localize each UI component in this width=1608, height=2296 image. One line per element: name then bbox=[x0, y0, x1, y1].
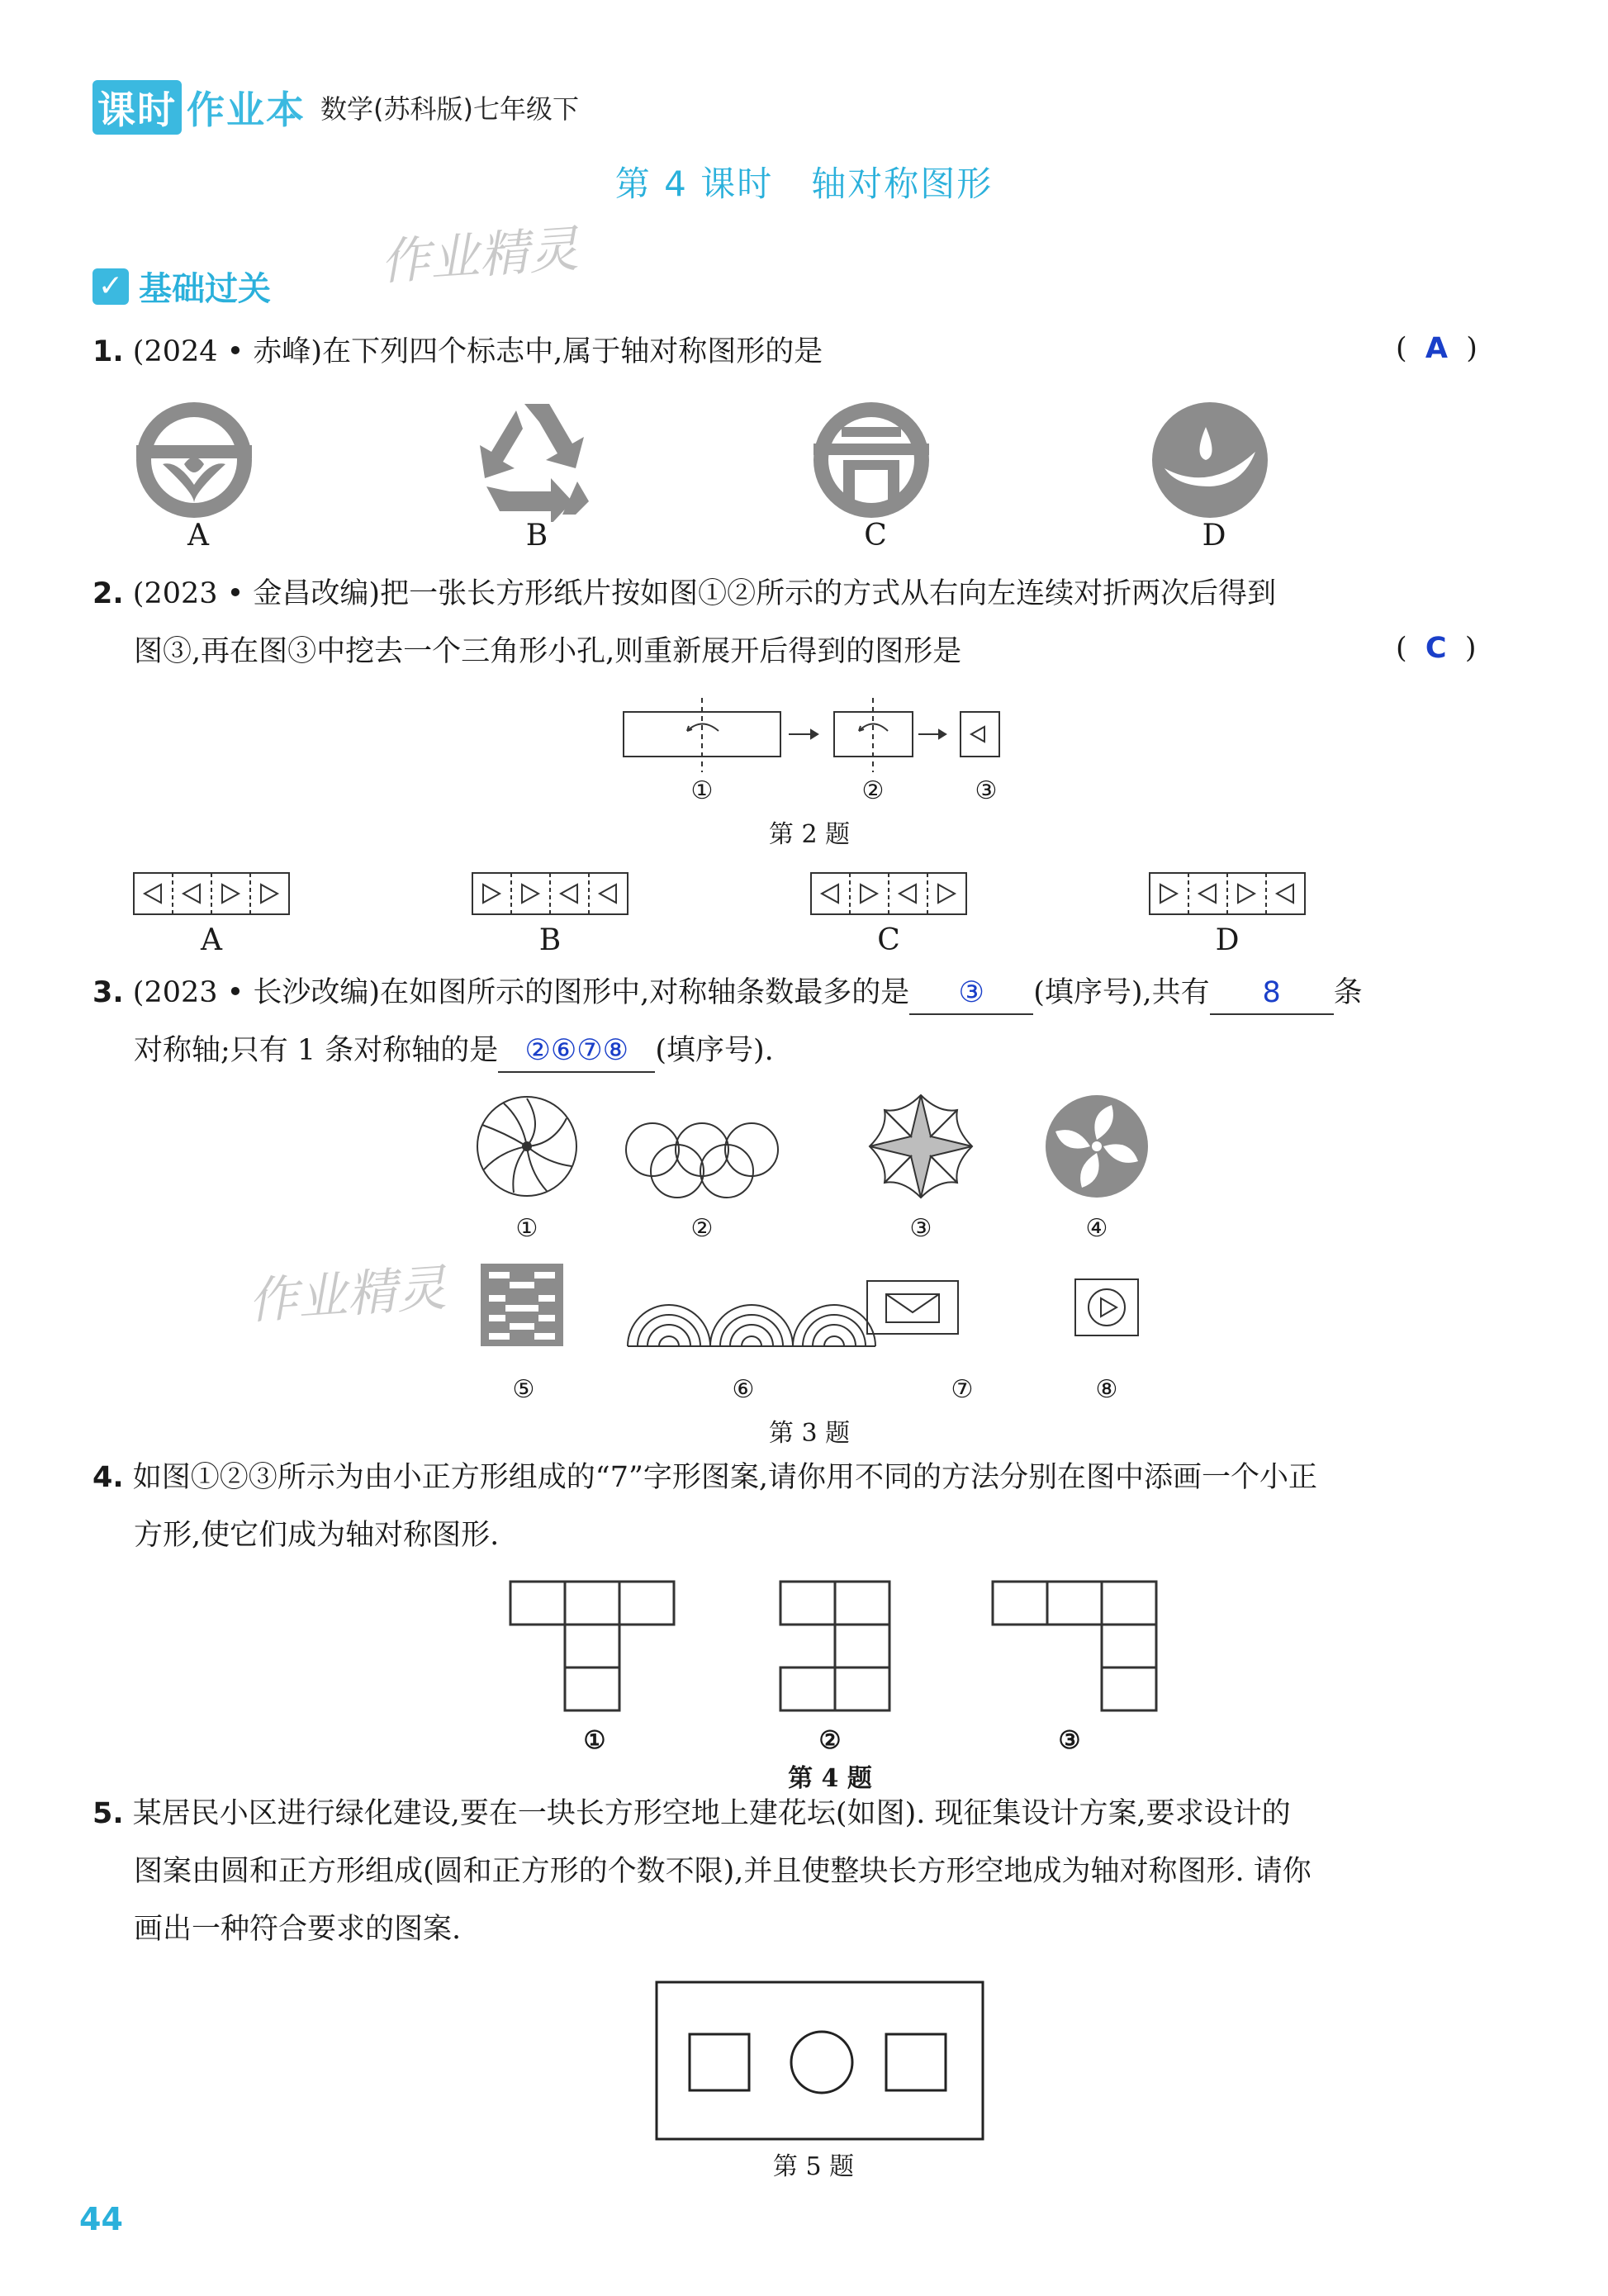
q3-blank-3[interactable]: ②⑥⑦⑧ bbox=[498, 1031, 655, 1073]
q4-label-2: ② bbox=[818, 1726, 842, 1755]
q2-step-2: ② bbox=[861, 776, 885, 805]
q2-options-figures bbox=[132, 867, 1330, 918]
page-number: 44 bbox=[79, 2201, 123, 2237]
check-icon: ✓ bbox=[92, 268, 129, 305]
q2-step-3: ③ bbox=[975, 776, 998, 805]
q5-caption: 第 5 题 bbox=[772, 2152, 855, 2181]
q1-option-c: C bbox=[864, 519, 887, 553]
q2-option-c: C bbox=[877, 923, 900, 957]
q1-option-b: B bbox=[525, 519, 548, 553]
question-3-line2: 对称轴;只有 1 条对称轴的是 ②⑥⑦⑧ (填序号). bbox=[134, 1031, 774, 1073]
q2-option-d: D bbox=[1215, 923, 1240, 957]
page-header bbox=[92, 83, 579, 132]
q2-step-1: ① bbox=[690, 776, 714, 805]
q4-seven-figures bbox=[496, 1573, 1173, 1722]
logo-c bbox=[813, 402, 929, 518]
q3-blank-1[interactable]: ③ bbox=[909, 973, 1033, 1015]
q3-label-1: ① bbox=[515, 1214, 538, 1243]
logo-a bbox=[136, 402, 252, 518]
q3-label-7: ⑦ bbox=[951, 1375, 974, 1404]
lesson-number: 第 4 课时 bbox=[614, 164, 774, 204]
q4-caption: 第 4 题 bbox=[788, 1764, 872, 1793]
logo-d bbox=[1152, 402, 1268, 518]
question-5-line2: 图案由圆和正方形组成(圆和正方形的个数不限),并且使整块长方形空地成为轴对称图形. 请你 bbox=[134, 1855, 1312, 1888]
q3-label-6: ⑥ bbox=[732, 1375, 755, 1404]
q3-caption: 第 3 题 bbox=[768, 1419, 851, 1448]
q3-label-2: ② bbox=[690, 1214, 714, 1243]
section-label: 基础过关 bbox=[139, 270, 271, 308]
q2-option-b: B bbox=[538, 923, 562, 957]
q3-figures bbox=[462, 1094, 1173, 1375]
lesson-title bbox=[0, 157, 1608, 206]
q4-label-3: ③ bbox=[1058, 1726, 1081, 1755]
q3-label-5: ⑤ bbox=[512, 1375, 535, 1404]
answer-2: ( C ) bbox=[1396, 632, 1477, 665]
q2-caption: 第 2 题 bbox=[768, 820, 851, 849]
q3-label-3: ③ bbox=[909, 1214, 932, 1243]
q5-flowerbed-figure bbox=[652, 1978, 991, 2143]
subject-label: 数学(苏科版)七年级下 bbox=[320, 93, 579, 125]
watermark: 作业精灵 bbox=[378, 220, 581, 292]
q2-option-a: A bbox=[201, 923, 222, 957]
question-2-line2: 图③,再在图③中挖去一个三角形小孔,则重新展开后得到的图形是 bbox=[134, 635, 962, 668]
question-4-line2: 方形,使它们成为轴对称图形. bbox=[134, 1519, 500, 1552]
q1-logos bbox=[132, 398, 1288, 522]
question-5: 5. 某居民小区进行绿化建设,要在一块长方形空地上建花坛(如图). 现征集设计方案,要求设计的 bbox=[92, 1797, 1291, 1830]
question-4: 4. 如图①②③所示为由小正方形组成的“7”字形图案,请你用不同的方法分别在图中添画一个小正 bbox=[92, 1461, 1317, 1494]
q4-label-1: ① bbox=[583, 1726, 606, 1755]
question-3: 3. (2023 • 长沙改编)在如图所示的图形中,对称轴条数最多的是 ③ (填序号),共有 8 条 bbox=[92, 973, 1521, 1015]
brand-logo: 课时 作业本 bbox=[92, 80, 306, 135]
answer-1: ( A ) bbox=[1396, 332, 1478, 365]
q3-blank-2[interactable]: 8 bbox=[1210, 973, 1334, 1015]
question-1: 1. (2024 • 赤峰)在下列四个标志中,属于轴对称图形的是 bbox=[92, 335, 823, 368]
lesson-name: 轴对称图形 bbox=[811, 164, 994, 204]
question-2: 2. (2023 • 金昌改编)把一张长方形纸片按如图①②所示的方式从右向左连续对折两次后得到 bbox=[92, 577, 1277, 610]
logo-b bbox=[480, 404, 589, 522]
q1-option-a: A bbox=[187, 519, 209, 553]
question-1-text: (2024 • 赤峰)在下列四个标志中,属于轴对称图形的是 bbox=[132, 335, 823, 368]
q3-label-8: ⑧ bbox=[1095, 1375, 1118, 1404]
q3-label-4: ④ bbox=[1085, 1214, 1108, 1243]
question-5-line3: 画出一种符合要求的图案. bbox=[134, 1913, 462, 1946]
section-heading bbox=[92, 263, 271, 310]
q1-option-d: D bbox=[1202, 519, 1226, 553]
watermark-2: 作业精灵 bbox=[246, 1259, 448, 1331]
